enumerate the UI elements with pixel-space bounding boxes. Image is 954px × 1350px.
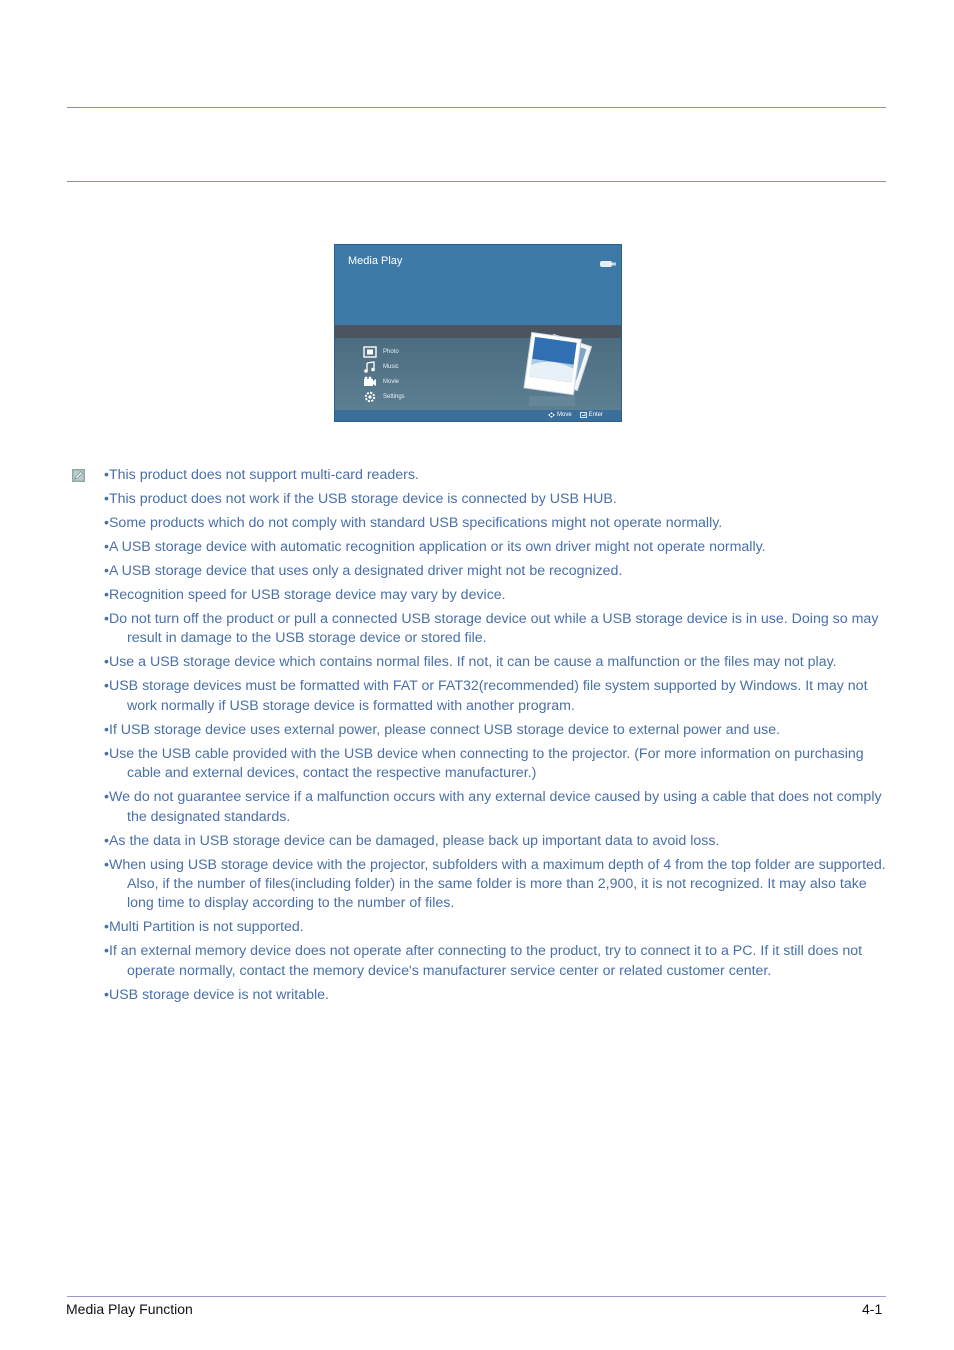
media-play-title: Media Play [348, 255, 403, 267]
note-item: •Do not turn off the product or pull a connected USB storage device out while a USB storage device is in use. Doing so may result in damage to the USB storage device or stored file. [104, 611, 879, 647]
media-play-screenshot [334, 244, 622, 422]
menu-label-music: Music [383, 364, 399, 370]
menu-item-movie[interactable] [363, 375, 399, 389]
hint-move [548, 412, 572, 418]
note-item: •A USB storage device that uses only a designated driver might not be recognized. [104, 563, 623, 579]
menu-item-music[interactable] [363, 360, 399, 374]
footer-rule [67, 1296, 886, 1297]
note-item: •A USB storage device with automatic recognition application or its own driver might not operate normally. [104, 539, 766, 555]
hint-enter [580, 412, 603, 418]
header-rule-top [67, 107, 886, 108]
menu-label-settings: Settings [383, 394, 405, 400]
note-item: •Use a USB storage device which contains normal files. If not, it can be cause a malfunction or the files may not play. [104, 654, 837, 671]
menu-item-photo[interactable] [363, 345, 399, 359]
note-item: •This product does not support multi-card readers. [104, 467, 419, 483]
note-item: •We do not guarantee service if a malfunction occurs with any external device caused by using a cable that does not comply the designated standards. [104, 789, 882, 825]
photo-icon [363, 346, 377, 358]
note-item: •When using USB storage device with the projector, subfolders with a maximum depth of 4 from the top folder are supported. Also, if the number of files(including folder) in the same folder is more than 2,900, it is not recognized. It may also take long time to display according to the number of files. [104, 856, 886, 912]
note-item: •Multi Partition is not supported. [104, 919, 304, 936]
note-item: •Some products which do not comply with standard USB specifications might not operate normally. [104, 515, 723, 531]
enter-icon [580, 412, 587, 418]
footer-page-number: 4-1 [862, 1301, 883, 1317]
note-item: •If USB storage device uses external power, please connect USB storage device to external power and use. [104, 721, 781, 738]
note-item: •As the data in USB storage device can be damaged, please back up important data to avoid loss. [104, 832, 720, 849]
menu-label-photo: Photo [383, 349, 399, 355]
note-item: •USB storage devices must be formatted with FAT or FAT32(recommended) file system supported by Windows. It may not work normally if USB storage device is formatted with another program. [104, 678, 868, 714]
note-item: •Recognition speed for USB storage device may vary by device. [104, 587, 506, 603]
menu-label-movie: Movie [383, 379, 400, 385]
hint-enter-label: Enter [588, 412, 603, 418]
settings-icon [363, 391, 377, 403]
photo-stack-graphic [515, 328, 595, 408]
note-item: •This product does not work if the USB storage device is connected by USB HUB. [104, 491, 617, 507]
move-arrows-icon [548, 412, 555, 418]
note-item: •USB storage device is not writable. [104, 986, 329, 1003]
screen-footer-hints [548, 412, 603, 418]
movie-icon [363, 376, 377, 388]
note-icon [72, 469, 85, 482]
header-rule-bottom [67, 181, 886, 182]
note-item: •If an external memory device does not operate after connecting to the product, try to connect it to a PC. If it still does not operate normally, contact the memory device's manufacturer service center or related customer center. [104, 943, 863, 979]
music-icon [363, 361, 377, 373]
notes-list [104, 466, 890, 1010]
hint-move-label: Move [556, 412, 572, 418]
footer-section-title: Media Play Function [66, 1301, 193, 1317]
usb-icon [600, 260, 616, 268]
menu-item-settings[interactable] [363, 390, 405, 404]
note-item: •Use the USB cable provided with the USB device when connecting to the projector. (For more information on purchasing cable and external devices, contact the respective manufacturer.) [104, 745, 864, 782]
